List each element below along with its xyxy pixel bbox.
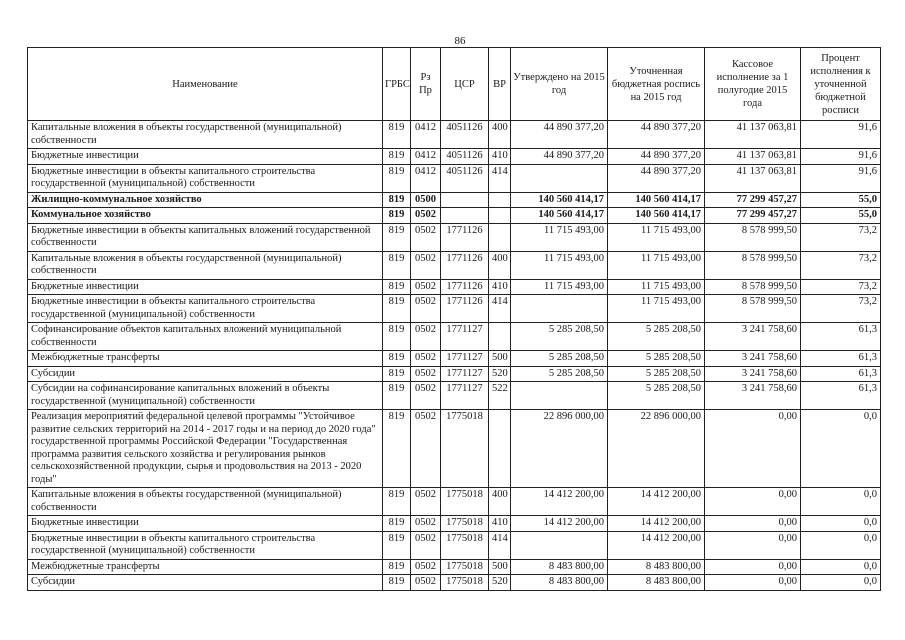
cell-approved: 5 285 208,50: [511, 366, 608, 382]
cell-vr: [489, 208, 511, 224]
cell-rzpr: 0502: [411, 323, 441, 351]
cell-name: Субсидии: [28, 575, 383, 591]
table-row: [28, 410, 881, 488]
cell-cash: 0,00: [705, 559, 801, 575]
table-row: [28, 366, 881, 382]
cell-grbs: 819: [383, 164, 411, 192]
cell-cash: 8 578 999,50: [705, 223, 801, 251]
cell-csr: 1771127: [441, 351, 489, 367]
cell-percent: 55,0: [801, 208, 881, 224]
cell-approved: 8 483 800,00: [511, 559, 608, 575]
cell-percent: 91,6: [801, 164, 881, 192]
cell-approved: [511, 295, 608, 323]
cell-percent: 0,0: [801, 516, 881, 532]
cell-refined: 44 890 377,20: [608, 149, 705, 165]
cell-approved: 44 890 377,20: [511, 149, 608, 165]
cell-refined: 8 483 800,00: [608, 559, 705, 575]
cell-percent: 0,0: [801, 531, 881, 559]
header-csr: ЦСР: [441, 48, 489, 121]
cell-rzpr: 0502: [411, 559, 441, 575]
cell-grbs: 819: [383, 279, 411, 295]
cell-vr: 410: [489, 279, 511, 295]
header-grbs: ГРБС: [383, 48, 411, 121]
cell-csr: 1775018: [441, 559, 489, 575]
table-row: [28, 559, 881, 575]
cell-refined: 8 483 800,00: [608, 575, 705, 591]
cell-grbs: 819: [383, 295, 411, 323]
cell-cash: 3 241 758,60: [705, 382, 801, 410]
cell-name: Межбюджетные трансферты: [28, 351, 383, 367]
table-row: [28, 251, 881, 279]
cell-name: Бюджетные инвестиции в объекты капитального строительства государственной (муниципальной) собственности: [28, 531, 383, 559]
cell-name: Капитальные вложения в объекты государственной (муниципальной) собственности: [28, 121, 383, 149]
cell-csr: [441, 208, 489, 224]
cell-vr: 410: [489, 516, 511, 532]
cell-vr: 410: [489, 149, 511, 165]
cell-refined: 11 715 493,00: [608, 279, 705, 295]
cell-cash: 41 137 063,81: [705, 121, 801, 149]
cell-rzpr: 0500: [411, 192, 441, 208]
cell-csr: 1771126: [441, 251, 489, 279]
table-row: [28, 323, 881, 351]
cell-refined: 11 715 493,00: [608, 223, 705, 251]
cell-name: Бюджетные инвестиции в объекты капитального строительства государственной (муниципальной) собственности: [28, 295, 383, 323]
cell-name: Бюджетные инвестиции в объекты капитальных вложений государственной собственности: [28, 223, 383, 251]
header-cash: Кассовое исполнение за 1 полугодие 2015 года: [705, 48, 801, 121]
cell-rzpr: 0502: [411, 351, 441, 367]
cell-percent: 91,6: [801, 149, 881, 165]
cell-name: Капитальные вложения в объекты государственной (муниципальной) собственности: [28, 251, 383, 279]
cell-refined: 44 890 377,20: [608, 121, 705, 149]
cell-csr: 1775018: [441, 516, 489, 532]
cell-cash: 77 299 457,27: [705, 192, 801, 208]
cell-csr: 1771126: [441, 223, 489, 251]
cell-csr: 1775018: [441, 575, 489, 591]
cell-cash: 0,00: [705, 531, 801, 559]
cell-percent: 0,0: [801, 575, 881, 591]
cell-vr: [489, 223, 511, 251]
cell-percent: 73,2: [801, 223, 881, 251]
cell-refined: 14 412 200,00: [608, 516, 705, 532]
cell-cash: 0,00: [705, 575, 801, 591]
cell-csr: 1771127: [441, 382, 489, 410]
cell-cash: 3 241 758,60: [705, 366, 801, 382]
cell-grbs: 819: [383, 192, 411, 208]
cell-approved: 11 715 493,00: [511, 251, 608, 279]
header-rzpr: Рз Пр: [411, 48, 441, 121]
cell-name: Софинансирование объектов капитальных вложений муниципальной собственности: [28, 323, 383, 351]
cell-vr: 500: [489, 559, 511, 575]
cell-name: Субсидии: [28, 366, 383, 382]
cell-percent: 73,2: [801, 295, 881, 323]
cell-cash: 3 241 758,60: [705, 351, 801, 367]
cell-grbs: 819: [383, 121, 411, 149]
cell-percent: 73,2: [801, 279, 881, 295]
cell-cash: 0,00: [705, 410, 801, 488]
cell-rzpr: 0412: [411, 149, 441, 165]
cell-cash: 8 578 999,50: [705, 251, 801, 279]
cell-grbs: 819: [383, 531, 411, 559]
cell-name: Коммунальное хозяйство: [28, 208, 383, 224]
cell-approved: 14 412 200,00: [511, 516, 608, 532]
cell-percent: 61,3: [801, 382, 881, 410]
cell-csr: 4051126: [441, 149, 489, 165]
cell-approved: 140 560 414,17: [511, 192, 608, 208]
cell-cash: 8 578 999,50: [705, 279, 801, 295]
cell-rzpr: 0412: [411, 164, 441, 192]
cell-csr: 1771126: [441, 279, 489, 295]
cell-grbs: 819: [383, 559, 411, 575]
cell-grbs: 819: [383, 488, 411, 516]
cell-vr: 414: [489, 295, 511, 323]
cell-vr: 400: [489, 488, 511, 516]
table-row: [28, 516, 881, 532]
table-row: [28, 488, 881, 516]
cell-percent: 0,0: [801, 410, 881, 488]
table-row: [28, 192, 881, 208]
cell-cash: 8 578 999,50: [705, 295, 801, 323]
cell-grbs: 819: [383, 410, 411, 488]
cell-vr: 400: [489, 251, 511, 279]
cell-approved: 22 896 000,00: [511, 410, 608, 488]
cell-rzpr: 0502: [411, 295, 441, 323]
cell-grbs: 819: [383, 223, 411, 251]
cell-refined: 14 412 200,00: [608, 488, 705, 516]
cell-rzpr: 0502: [411, 366, 441, 382]
table-row: [28, 149, 881, 165]
table-row: [28, 279, 881, 295]
budget-table: [27, 47, 881, 591]
cell-rzpr: 0502: [411, 223, 441, 251]
cell-grbs: 819: [383, 323, 411, 351]
cell-name: Бюджетные инвестиции в объекты капитального строительства государственной (муниципальной) собственности: [28, 164, 383, 192]
cell-vr: 400: [489, 121, 511, 149]
cell-percent: 55,0: [801, 192, 881, 208]
cell-csr: 1775018: [441, 531, 489, 559]
cell-approved: 140 560 414,17: [511, 208, 608, 224]
cell-rzpr: 0502: [411, 516, 441, 532]
cell-approved: 5 285 208,50: [511, 323, 608, 351]
cell-refined: 5 285 208,50: [608, 351, 705, 367]
cell-csr: 1775018: [441, 488, 489, 516]
table-row: [28, 223, 881, 251]
cell-vr: [489, 323, 511, 351]
header-row: [28, 48, 881, 121]
cell-refined: 140 560 414,17: [608, 208, 705, 224]
cell-rzpr: 0502: [411, 488, 441, 516]
cell-vr: 522: [489, 382, 511, 410]
cell-refined: 44 890 377,20: [608, 164, 705, 192]
cell-grbs: 819: [383, 516, 411, 532]
cell-approved: 44 890 377,20: [511, 121, 608, 149]
cell-percent: 0,0: [801, 488, 881, 516]
cell-refined: 5 285 208,50: [608, 323, 705, 351]
table-row: [28, 575, 881, 591]
cell-refined: 11 715 493,00: [608, 295, 705, 323]
cell-vr: [489, 192, 511, 208]
header-name: Наименование: [28, 48, 383, 121]
cell-cash: 41 137 063,81: [705, 164, 801, 192]
cell-cash: 0,00: [705, 488, 801, 516]
cell-rzpr: 0502: [411, 208, 441, 224]
cell-grbs: 819: [383, 251, 411, 279]
cell-refined: 5 285 208,50: [608, 366, 705, 382]
cell-csr: 1775018: [441, 410, 489, 488]
cell-name: Бюджетные инвестиции: [28, 516, 383, 532]
cell-csr: 1771127: [441, 366, 489, 382]
cell-vr: 414: [489, 531, 511, 559]
table-row: [28, 382, 881, 410]
cell-csr: 1771126: [441, 295, 489, 323]
cell-percent: 61,3: [801, 351, 881, 367]
cell-cash: 0,00: [705, 516, 801, 532]
table-row: [28, 531, 881, 559]
cell-csr: 4051126: [441, 164, 489, 192]
cell-refined: 11 715 493,00: [608, 251, 705, 279]
cell-vr: 414: [489, 164, 511, 192]
cell-approved: [511, 531, 608, 559]
cell-percent: 61,3: [801, 366, 881, 382]
cell-percent: 73,2: [801, 251, 881, 279]
cell-rzpr: 0502: [411, 382, 441, 410]
cell-csr: 1771127: [441, 323, 489, 351]
cell-approved: [511, 164, 608, 192]
cell-cash: 77 299 457,27: [705, 208, 801, 224]
page-number: 86: [454, 35, 466, 47]
cell-grbs: 819: [383, 366, 411, 382]
cell-csr: 4051126: [441, 121, 489, 149]
cell-grbs: 819: [383, 575, 411, 591]
table-row: [28, 164, 881, 192]
cell-name: Капитальные вложения в объекты государственной (муниципальной) собственности: [28, 488, 383, 516]
cell-rzpr: 0502: [411, 410, 441, 488]
cell-refined: 22 896 000,00: [608, 410, 705, 488]
table-row: [28, 121, 881, 149]
cell-grbs: 819: [383, 208, 411, 224]
table-row: [28, 295, 881, 323]
cell-rzpr: 0412: [411, 121, 441, 149]
cell-csr: [441, 192, 489, 208]
cell-rzpr: 0502: [411, 575, 441, 591]
header-percent: Процент исполнения к уточненной бюджетной росписи: [801, 48, 881, 121]
cell-rzpr: 0502: [411, 251, 441, 279]
cell-rzpr: 0502: [411, 279, 441, 295]
cell-approved: [511, 382, 608, 410]
cell-grbs: 819: [383, 149, 411, 165]
cell-rzpr: 0502: [411, 531, 441, 559]
cell-vr: 520: [489, 575, 511, 591]
cell-percent: 0,0: [801, 559, 881, 575]
cell-cash: 41 137 063,81: [705, 149, 801, 165]
header-approved: Утверждено на 2015 год: [511, 48, 608, 121]
cell-approved: 11 715 493,00: [511, 279, 608, 295]
cell-percent: 61,3: [801, 323, 881, 351]
cell-name: Субсидии на софинансирование капитальных вложений в объекты государственной (муниципальной) собственности: [28, 382, 383, 410]
cell-name: Бюджетные инвестиции: [28, 279, 383, 295]
table-row: [28, 351, 881, 367]
table-body: [28, 121, 881, 591]
cell-refined: 140 560 414,17: [608, 192, 705, 208]
cell-grbs: 819: [383, 351, 411, 367]
cell-refined: 14 412 200,00: [608, 531, 705, 559]
cell-name: Межбюджетные трансферты: [28, 559, 383, 575]
cell-cash: 3 241 758,60: [705, 323, 801, 351]
cell-name: Реализация мероприятий федеральной целевой программы "Устойчивое развитие сельских территорий на 2014 - 2017 годы и на период до 2020 года" государственной программы Российской Федерации "Государственная программа развития сельского хозяйства и регулирования рынков сельскохозяйственной продукции, сырья и продовольствия на 2013 - 2020 годы": [28, 410, 383, 488]
cell-percent: 91,6: [801, 121, 881, 149]
cell-approved: 11 715 493,00: [511, 223, 608, 251]
cell-grbs: 819: [383, 382, 411, 410]
cell-name: Бюджетные инвестиции: [28, 149, 383, 165]
cell-approved: 14 412 200,00: [511, 488, 608, 516]
header-vr: ВР: [489, 48, 511, 121]
cell-approved: 5 285 208,50: [511, 351, 608, 367]
cell-refined: 5 285 208,50: [608, 382, 705, 410]
cell-approved: 8 483 800,00: [511, 575, 608, 591]
cell-vr: [489, 410, 511, 488]
cell-vr: 500: [489, 351, 511, 367]
table-row: [28, 208, 881, 224]
cell-vr: 520: [489, 366, 511, 382]
cell-name: Жилищно-коммунальное хозяйство: [28, 192, 383, 208]
header-refined: Уточненная бюджетная роспись на 2015 год: [608, 48, 705, 121]
